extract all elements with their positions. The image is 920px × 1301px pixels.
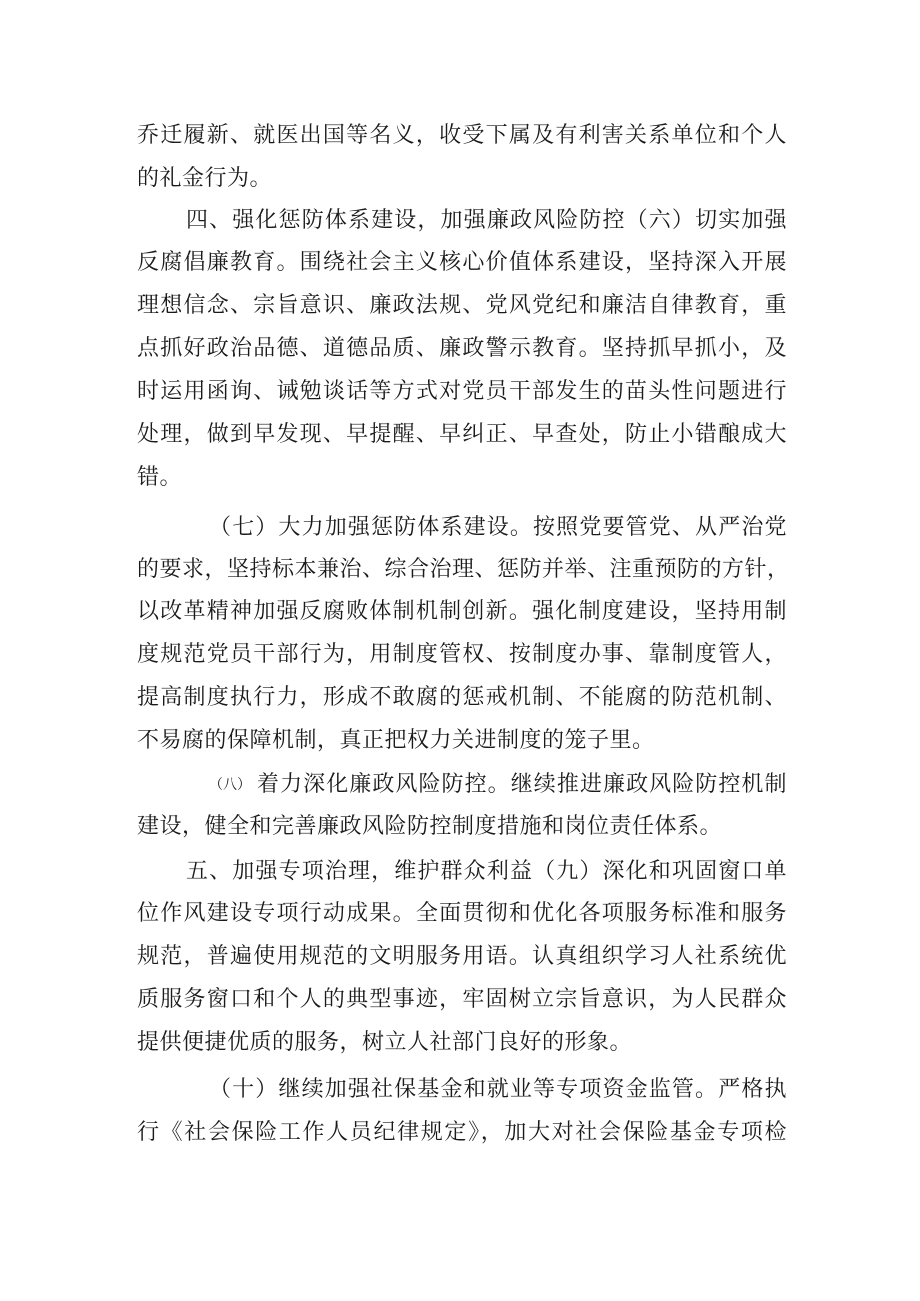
- text-line: 质服务窗口和个人的典型事迹，牢固树立宗旨意识，为人民群众: [137, 987, 787, 1012]
- text-line: 提高制度执行力，形成不敢腐的惩戒机制、不能腐的防范机制、: [137, 685, 787, 710]
- text-line: 的要求，坚持标本兼治、综合治理、惩防并举、注重预防的方针，: [137, 557, 790, 582]
- text-line: 不易腐的保障机制，真正把权力关进制度的笼子里。: [137, 728, 655, 753]
- text-line: 度规范党员干部行为，用制度管权、按制度办事、靠制度管人，: [137, 642, 787, 667]
- text-line: 以改革精神加强反腐败体制机制创新。强化制度建设，坚持用制: [137, 599, 787, 624]
- text-line: 规范，普遍使用规范的文明服务用语。认真组织学习人社系统优: [137, 944, 787, 969]
- text-line: 建设，健全和完善廉政风险防控制度措施和岗位责任体系。: [137, 814, 723, 839]
- paragraph-number: （八）: [209, 777, 251, 793]
- text-line: 处理，做到早发现、早提醒、早纠正、早查处，防止小错酿成大: [137, 422, 787, 447]
- text-line: 位作风建设专项行动成果。全面贯彻和优化各项服务标准和服务: [137, 901, 787, 926]
- section-heading-4: 四、强化惩防体系建设，加强廉政风险防控（六）切实加强: [186, 208, 787, 233]
- text-line: 着力深化廉政风险防控。继续推进廉政风险防控机制: [257, 772, 787, 797]
- text-line: 理想信念、宗旨意识、廉政法规、党风党纪和廉洁自律教育，重: [137, 293, 787, 318]
- paragraph-8-start: [209, 770, 787, 800]
- text-line: 乔迁履新、就医出国等名义，收受下属及有利害关系单位和个人: [137, 123, 787, 148]
- section-heading-5: 五、加强专项治理，维护群众利益（九）深化和巩固窗口单: [186, 859, 787, 884]
- text-line: 时运用函询、诫勉谈话等方式对党员干部发生的苗头性问题进行: [137, 379, 787, 404]
- text-line: 的礼金行为。: [137, 166, 273, 191]
- paragraph-7-start: （七）大力加强惩防体系建设。按照党要管党、从严治党: [209, 515, 787, 540]
- text-line: 反腐倡廉教育。围绕社会主义核心价值体系建设，坚持深入开展: [137, 250, 787, 275]
- text-line: 行《社会保险工作人员纪律规定》，加大对社会保险基金专项检: [137, 1120, 787, 1145]
- text-line: 错。: [137, 465, 183, 490]
- text-line: 点抓好政治品德、道德品质、廉政警示教育。坚持抓早抓小，及: [137, 336, 787, 361]
- paragraph-10-start: （十）继续加强社保基金和就业等专项资金监管。严格执: [209, 1077, 787, 1102]
- text-line: 提供便捷优质的服务，树立人社部门良好的形象。: [137, 1030, 633, 1055]
